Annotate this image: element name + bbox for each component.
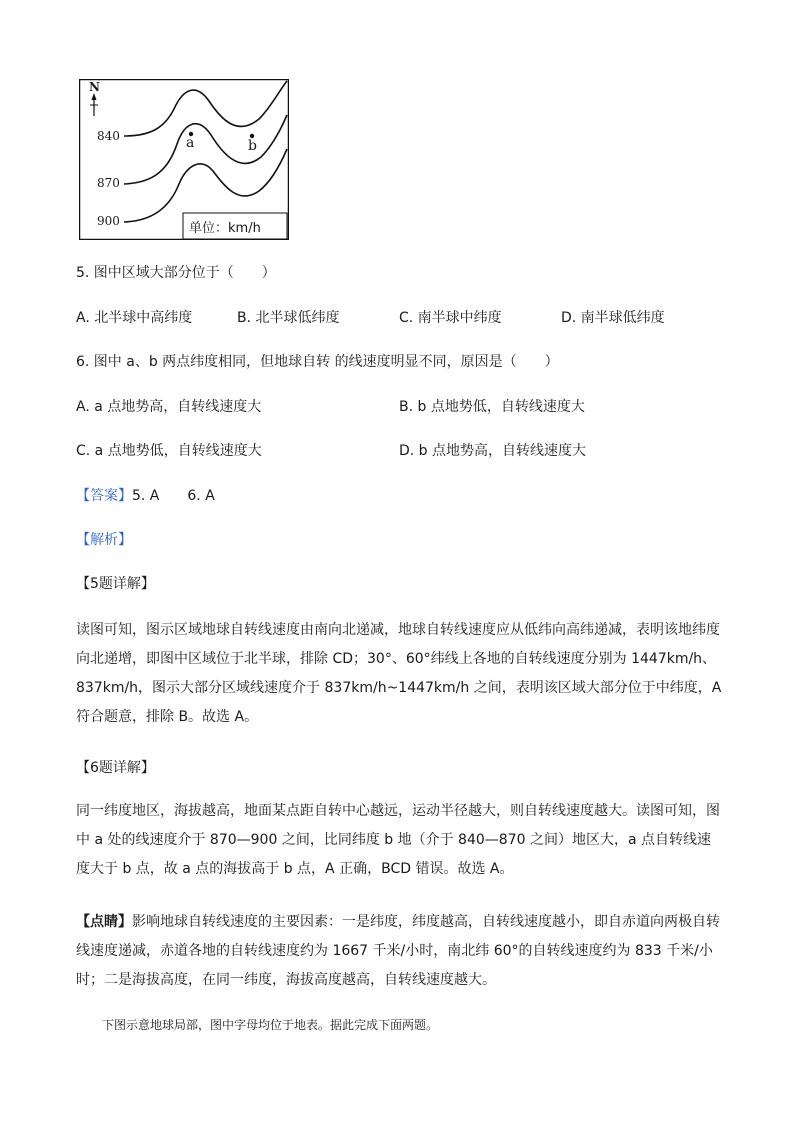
detail-5-label: 【5题详解】 — [76, 576, 155, 592]
question-6-stem: 6. 图中 a、b 两点纬度相同，但地球自转 的线速度明显不同，原因是（ ） — [76, 354, 559, 370]
answer-line — [76, 485, 215, 505]
next-section-intro: 下图示意地球局部，图中字母均位于地表。据此完成下面两题。 — [102, 1018, 439, 1032]
isoline-label-900: 900 — [97, 214, 120, 228]
tip-label: 【点睛】 — [76, 914, 132, 930]
detail-6-text: 同一纬度地区，海拔越高，地面某点距自转中心越远，运动半径越大，则自转线速度越大。读图可知，图中 a 处的线速度介于 870—900 之间，比同纬度 b 地（介于 840—870 之间）地区大，a 点自转线速度大于 b 点，故 a 点的海拔高于 b 点，A 正确，BCD 错误。故选 A。 — [76, 803, 720, 877]
point-b-label: b — [248, 138, 257, 154]
q6-option-c: C. a 点地势低，自转线速度大 — [76, 443, 262, 459]
answer-label: 【答案】 — [76, 488, 132, 504]
isoline-label-840: 840 — [97, 129, 120, 143]
detail-5-text: 读图可知，图示区域地球自转线速度由南向北递减，地球自转线速度应从低纬向高纬递减，表明该地纬度向北递增，即图中区域位于北半球，排除 CD；30°、60°纬线上各地的自转线速度分别为 1447km/h、837km/h，图示大部分区域线速度介于 837km/h~1447km/h 之间，表明该区域大部分位于中纬度，A 符合题意，排除 B。故选 A。 — [76, 622, 722, 725]
analysis-label: 【解析】 — [76, 532, 132, 548]
q5-option-a: A. 北半球中高纬度 — [76, 310, 193, 326]
isoline-label-870: 870 — [97, 176, 120, 190]
q5-option-d: D. 南半球低纬度 — [561, 310, 665, 326]
q5-option-c: C. 南半球中纬度 — [399, 310, 502, 326]
tip-text: 影响地球自转线速度的主要因素：一是纬度，纬度越高，自转线速度越小，即自赤道向两极自转线速度递减，赤道各地的自转线速度约为 1667 千米/小时，南北纬 60°的自转线速度约为 833 千米/小时；二是海拔高度，在同一纬度，海拔高度越高，自转线速度越大。 — [76, 914, 720, 988]
point-a-label: a — [186, 135, 195, 151]
q5-option-b: B. 北半球低纬度 — [237, 310, 340, 326]
answer-5: 5. A — [132, 488, 160, 504]
detail-6-label: 【6题详解】 — [76, 760, 155, 776]
unit-label: 单位：km/h — [189, 221, 261, 236]
tip-paragraph — [76, 908, 724, 995]
q6-option-a: A. a 点地势高，自转线速度大 — [76, 399, 262, 415]
q6-option-d: D. b 点地势高，自转线速度大 — [399, 443, 587, 459]
velocity-isoline-map — [79, 79, 289, 240]
q6-option-b: B. b 点地势低，自转线速度大 — [399, 399, 585, 415]
answer-6: 6. A — [187, 488, 215, 504]
north-label: N — [89, 80, 100, 94]
question-5-stem: 5. 图中区域大部分位于（ ） — [76, 265, 276, 281]
